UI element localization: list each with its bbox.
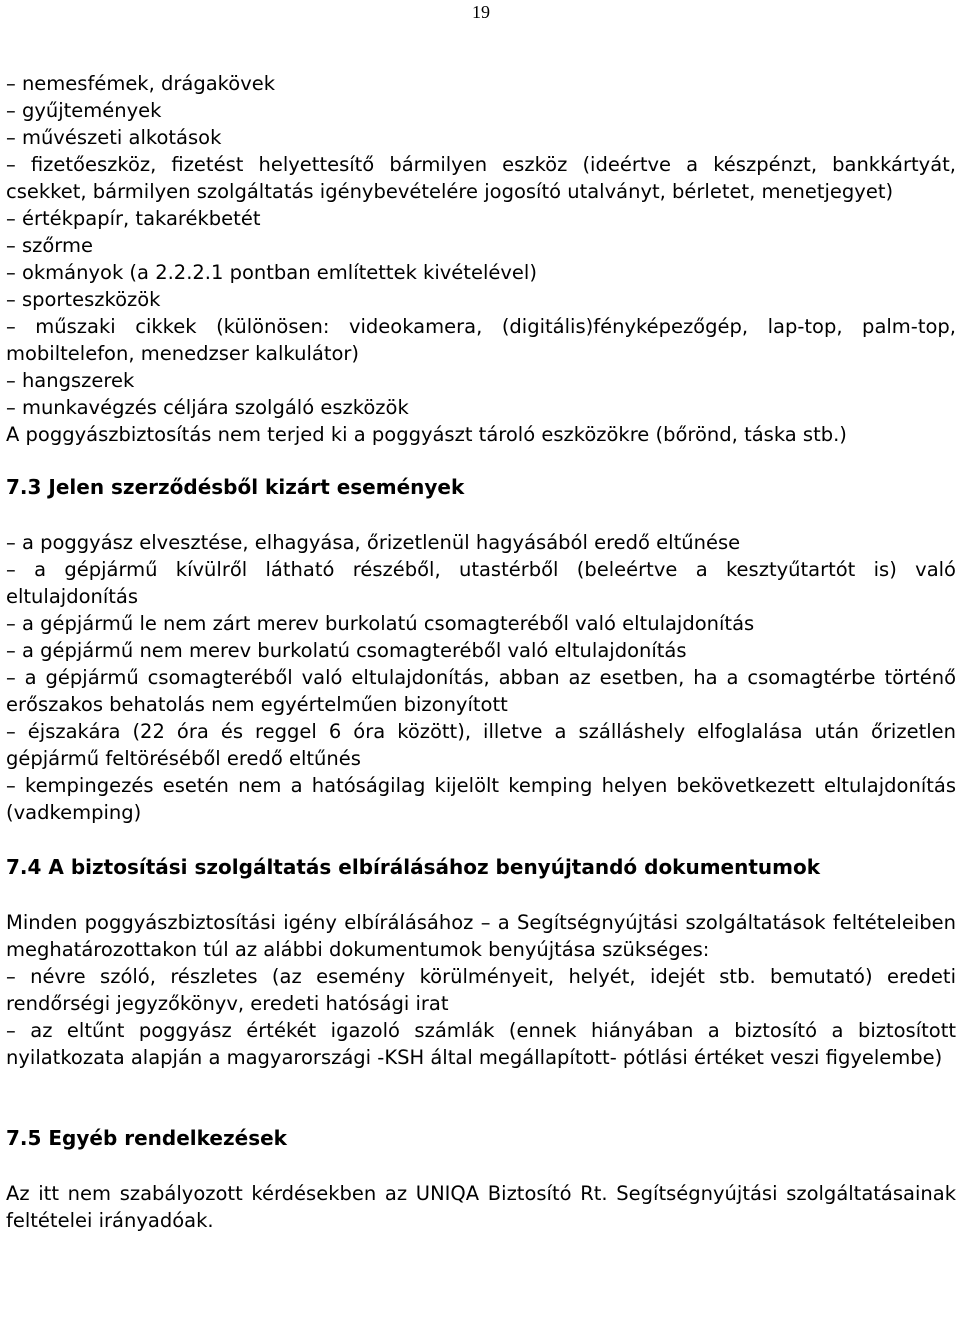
required-documents-list — [6, 963, 956, 1071]
list-item: – szőrme — [6, 234, 93, 257]
list-item: – névre szóló, részletes (az esemény körülményeit, helyét, idejét stb. bemutató) eredeti rendőrségi jegyzőkönyv, eredeti hatósági irat — [6, 965, 956, 1015]
section-7-3-title: 7.3 Jelen szerződésből kizárt események — [6, 475, 465, 499]
section-7-4-title: 7.4 A biztosítási szolgáltatás elbírálásához benyújtandó dokumentumok — [6, 855, 821, 879]
list-item: – gyűjtemények — [6, 99, 162, 122]
section-7-5-text: Az itt nem szabályozott kérdésekben az UNIQA Biztosító Rt. Segítségnyújtási szolgáltatásainak feltételei irányadóak. — [6, 1182, 956, 1232]
list-item: – a gépjármű kívülről látható részéből, utastérből (beleértve a kesztyűtartót is) való eltulajdonítás — [6, 558, 956, 608]
page-number: 19 — [472, 2, 490, 22]
list-item: – munkavégzés céljára szolgáló eszközök — [6, 396, 409, 419]
list-item: – a gépjármű csomagteréből való eltulajdonítás, abban az esetben, ha a csomagtérbe történő erőszakos behatolás nem egyértelműen bizonyított — [6, 666, 956, 716]
list-item: – értékpapír, takarékbetét — [6, 207, 261, 230]
list-item: – okmányok (a 2.2.2.1 pontban említettek kivételével) — [6, 261, 537, 284]
list-item: – műszaki cikkek (különösen: videokamera, (digitális)fényképezőgép, lap-top, palm-top, mobiltelefon, menedzser kalkulátor) — [6, 315, 956, 365]
list-item: – az eltűnt poggyász értékét igazoló számlák (ennek hiányában a biztosító a biztosított nyilatkozata alapján a magyarországi -KSH által megállapított- pótlási értéket veszi figyelembe) — [6, 1019, 956, 1069]
list-item: – fizetőeszköz, fizetést helyettesítő bármilyen eszköz (ideértve a készpénzt, bankkártyát, csekket, bármilyen szolgáltatás igénybevételére jogosító utalványt, bérletet, menetjegyet) — [6, 153, 956, 203]
excluded-events-list — [6, 529, 956, 826]
list-item: – művészeti alkotások — [6, 126, 222, 149]
list-item: – a gépjármű le nem zárt merev burkolatú csomagteréből való eltulajdonítás — [6, 612, 755, 635]
section-7-5-title: 7.5 Egyéb rendelkezések — [6, 1126, 287, 1150]
list-item: – hangszerek — [6, 369, 135, 392]
document-body — [6, 70, 956, 1234]
excluded-items-list — [6, 70, 956, 421]
luggage-note: A poggyászbiztosítás nem terjed ki a poggyászt tároló eszközökre (bőrönd, táska stb.) — [6, 423, 847, 446]
list-item: – nemesfémek, drágakövek — [6, 72, 276, 95]
list-item: – kempingezés esetén nem a hatóságilag kijelölt kemping helyen bekövetkezett eltulajdonítás (vadkemping) — [6, 774, 956, 824]
list-item: – a poggyász elvesztése, elhagyása, őrizetlenül hagyásából eredő eltűnése — [6, 531, 741, 554]
list-item: – éjszakára (22 óra és reggel 6 óra között), illetve a szálláshely elfoglalása után őrizetlen gépjármű feltöréséből eredő eltűnés — [6, 720, 956, 770]
list-item: – a gépjármű nem merev burkolatú csomagteréből való eltulajdonítás — [6, 639, 687, 662]
section-7-4-intro: Minden poggyászbiztosítási igény elbírálásához – a Segítségnyújtási szolgáltatások feltételeiben meghatározottakon túl az alábbi dokumentumok benyújtása szükséges: — [6, 911, 956, 961]
list-item: – sporteszközök — [6, 288, 161, 311]
